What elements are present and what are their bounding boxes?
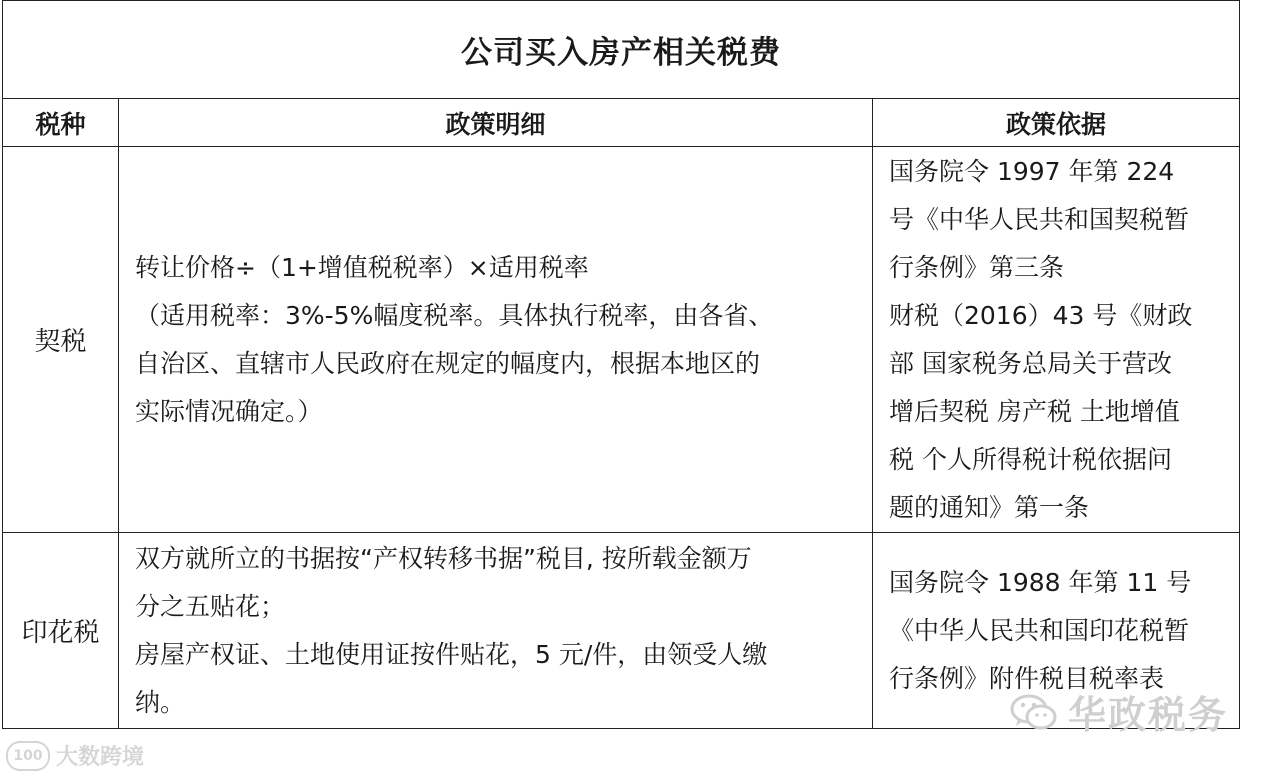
basis-line: 财税（2016）43 号《财政 bbox=[889, 300, 1193, 330]
wechat-icon bbox=[1010, 692, 1058, 732]
tax-name-stamp: 印花税 bbox=[3, 533, 119, 729]
detail-stamp bbox=[119, 533, 873, 729]
basis-line: 国务院令 1997 年第 224 bbox=[889, 156, 1175, 186]
detail-line: 房屋产权证、土地使用证按件贴花，5 元/件，由领受人缴 bbox=[135, 639, 768, 669]
basis-deed bbox=[873, 147, 1240, 533]
tax-table bbox=[2, 0, 1240, 729]
basis-line: 税 个人所得税计税依据问 bbox=[889, 444, 1172, 474]
header-tax-type: 税种 bbox=[3, 99, 119, 147]
basis-line: 部 国家税务总局关于营改 bbox=[889, 348, 1172, 378]
basis-line: 行条例》第三条 bbox=[889, 252, 1065, 282]
basis-line: 国务院令 1988 年第 11 号 bbox=[889, 567, 1192, 597]
basis-line: 题的通知》第一条 bbox=[889, 492, 1090, 522]
table-row bbox=[3, 147, 1240, 533]
table-title: 公司买入房产相关税费 bbox=[3, 1, 1240, 99]
basis-line: 增后契税 房产税 土地增值 bbox=[889, 396, 1180, 426]
detail-line: 分之五贴花； bbox=[135, 591, 286, 621]
basis-line: 号《中华人民共和国契税暂 bbox=[889, 204, 1190, 234]
detail-line: 自治区、直辖市人民政府在规定的幅度内，根据本地区的 bbox=[135, 348, 761, 378]
watermark-right-text: 华政税务 bbox=[1068, 693, 1229, 737]
watermark-left bbox=[6, 740, 144, 771]
basis-line: 行条例》附件税目税率表 bbox=[889, 663, 1165, 693]
detail-line: （适用税率：3%-5%幅度税率。具体执行税率，由各省、 bbox=[135, 300, 774, 330]
header-policy-basis: 政策依据 bbox=[873, 99, 1240, 147]
header-policy-detail: 政策明细 bbox=[119, 99, 873, 147]
watermark-left-text: 大数跨境 bbox=[56, 745, 145, 770]
tax-name-deed: 契税 bbox=[3, 147, 119, 533]
detail-line: 转让价格÷（1+增值税税率）×适用税率 bbox=[135, 252, 589, 282]
detail-line: 实际情况确定。） bbox=[135, 396, 323, 426]
watermark-logo: 100 bbox=[6, 741, 50, 771]
detail-deed bbox=[119, 147, 873, 533]
basis-line: 《中华人民共和国印花税暂 bbox=[889, 615, 1190, 645]
watermark-right bbox=[1010, 684, 1228, 739]
detail-line: 双方就所立的书据按“产权转移书据”税目, 按所载金额万 bbox=[135, 543, 752, 573]
detail-line: 纳。 bbox=[135, 687, 186, 717]
